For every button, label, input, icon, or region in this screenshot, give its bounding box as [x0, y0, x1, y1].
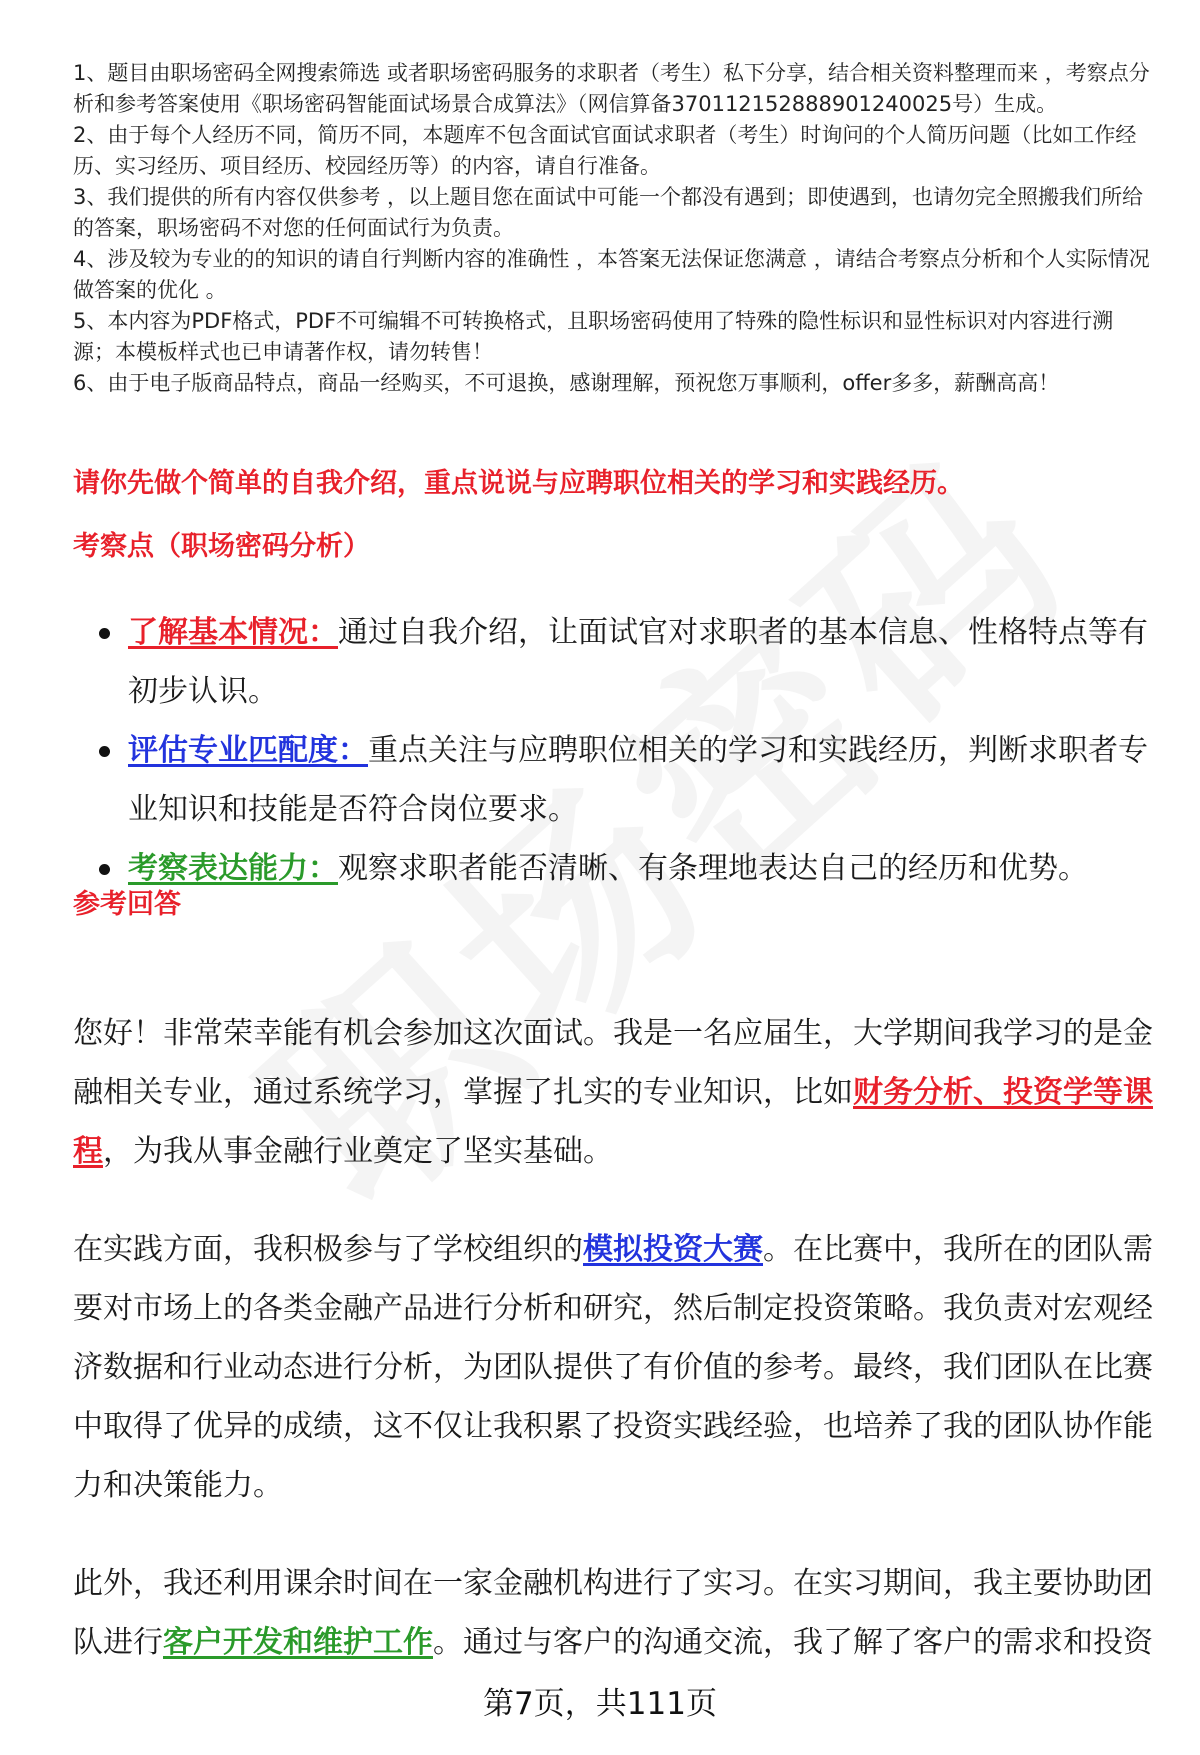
bullet-icon	[99, 628, 110, 639]
point-text: 重点关注与应聘职位相关的学习和实践经历，判断求职者专业知识和技能是否符合岗位要求。	[128, 733, 1148, 827]
answer-highlight: 模拟投资大赛	[583, 1232, 763, 1267]
notice-item: 4、涉及较为专业的的知识的请自行判断内容的准确性 ，本答案无法保证您满意 ，请结合考察点分析和个人实际情况做答案的优化 。	[73, 247, 1150, 302]
answer-text: 在实践方面，我积极参与了学校组织的	[73, 1232, 583, 1267]
bullet-icon	[99, 864, 110, 875]
answer-paragraph	[73, 1004, 1155, 1181]
answer-highlight: 财务分析、投资学等课程	[73, 1075, 1153, 1169]
notice-item: 2、由于每个人经历不同，简历不同，本题库不包含面试官面试求职者（考生）时询问的个人简历问题（比如工作经历、实习经历、项目经历、校园经历等）的内容，请自行准备。	[73, 123, 1137, 178]
interview-question: 请你先做个简单的自我介绍，重点说说与应聘职位相关的学习和实践经历。	[73, 468, 964, 499]
analysis-title: 考察点（职场密码分析）	[73, 531, 370, 562]
point-text: 通过自我介绍，让面试官对求职者的基本信息、性格特点等有初步认识。	[128, 615, 1148, 709]
answer-text: 。通过与客户的沟通交流，我了解了客户的需求和投资	[433, 1625, 1153, 1660]
bullet-icon	[99, 746, 110, 757]
notice-item: 5、本内容为PDF格式，PDF不可编辑不可转换格式，且职场密码使用了特殊的隐性标识和显性标识对内容进行溯源；本模板样式也已申请著作权，请勿转售！	[73, 309, 1114, 364]
answer-highlight: 客户开发和维护工作	[163, 1625, 433, 1660]
answer-paragraph	[73, 1554, 1155, 1672]
notice-list	[73, 58, 1155, 399]
point-keyword: 考察表达能力：	[128, 851, 338, 886]
page-number: 第7页，共111页	[483, 1686, 717, 1722]
answer-title: 参考回答	[73, 889, 181, 920]
analysis-point	[73, 839, 1155, 898]
answer-text: 您好！非常荣幸能有机会参加这次面试。我是一名应届生，大学期间我学习的是金融相关专业，通过系统学习，掌握了扎实的专业知识，比如	[73, 1016, 1153, 1110]
analysis-points	[73, 603, 1155, 898]
point-keyword: 评估专业匹配度：	[128, 733, 368, 768]
notice-item: 6、由于电子版商品特点，商品一经购买，不可退换，感谢理解，预祝您万事顺利，offer多多，薪酬高高！	[73, 371, 1060, 395]
answer-paragraph	[73, 1220, 1155, 1515]
analysis-point	[73, 721, 1155, 839]
notice-item: 1、题目由职场密码全网搜索筛选 或者职场密码服务的求职者（考生）私下分享，结合相关资料整理而来 ，考察点分析和参考答案使用《职场密码智能面试场景合成算法》（网信算备370112152888901240025号）生成。	[73, 61, 1150, 116]
answer-text: 此外，我还利用课余时间在一家金融机构进行了实习。在实习期间，我主要协助团队进行	[73, 1566, 1153, 1660]
point-text: 观察求职者能否清晰、有条理地表达自己的经历和优势。	[338, 851, 1088, 886]
analysis-point	[73, 603, 1155, 721]
answer-body	[73, 1004, 1155, 1711]
notice-item: 3、我们提供的所有内容仅供参考 ，以上题目您在面试中可能一个都没有遇到；即使遇到，也请勿完全照搬我们所给的答案，职场密码不对您的任何面试行为负责。	[73, 185, 1144, 240]
answer-text: ，为我从事金融行业奠定了坚实基础。	[103, 1134, 613, 1169]
point-keyword: 了解基本情况：	[128, 615, 338, 650]
answer-text: 。在比赛中，我所在的团队需要对市场上的各类金融产品进行分析和研究，然后制定投资策略。我负责对宏观经济数据和行业动态进行分析，为团队提供了有价值的参考。最终，我们团队在比赛中取得了优异的成绩，这不仅让我积累了投资实践经验，也培养了我的团队协作能力和决策能力。	[73, 1232, 1153, 1503]
